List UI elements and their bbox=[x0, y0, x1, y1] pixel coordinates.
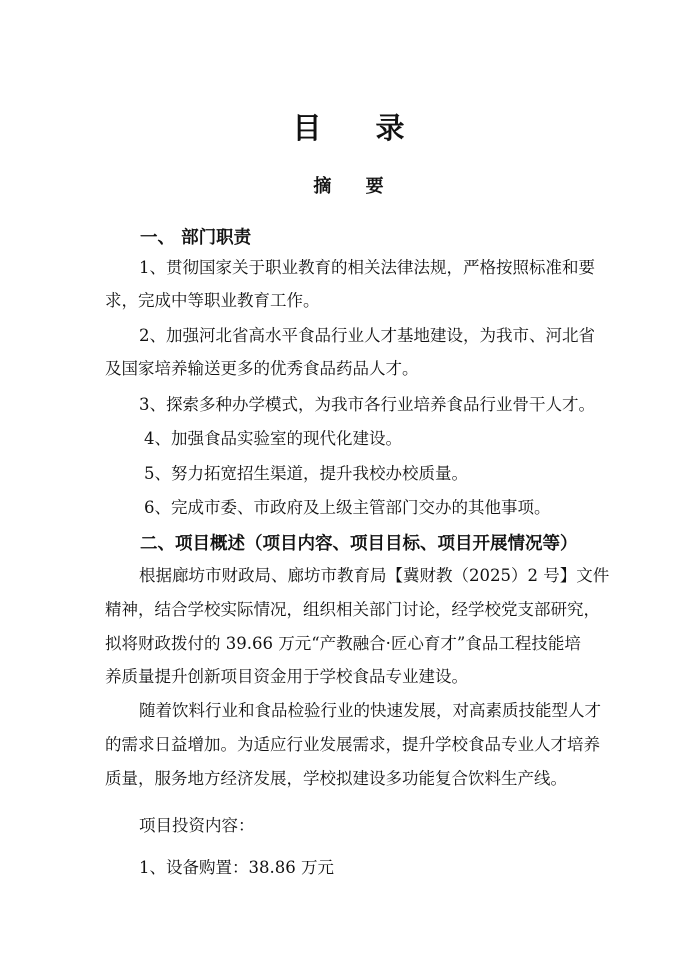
paragraph-line: 质量，服务地方经济发展，学校拟建设多功能复合饮料生产线。 bbox=[105, 769, 567, 788]
paragraph-line: 及国家培养输送更多的优秀食品药品人才。 bbox=[105, 359, 419, 378]
section-heading-duties: 一、 部门职责 bbox=[140, 228, 252, 248]
paragraph-line: 的需求日益增加。为适应行业发展需求，提升学校食品专业人才培养 bbox=[105, 735, 600, 754]
page-subtitle: 摘 要 bbox=[313, 176, 398, 197]
paragraph-line: 拟将财政拨付的 39.66 万元“产教融合·匠心育才”食品工程技能培 bbox=[105, 634, 581, 653]
paragraph-line: 1、贯彻国家关于职业教育的相关法律法规，严格按照标准和要 bbox=[139, 258, 595, 277]
page-title: 目 录 bbox=[292, 111, 427, 145]
paragraph-line: 3、探索多种办学模式，为我市各行业培养食品行业骨干人才。 bbox=[139, 395, 595, 414]
paragraph-line: 5、努力拓宽招生渠道，提升我校办校质量。 bbox=[144, 464, 468, 483]
paragraph-line: 精神，结合学校实际情况，组织相关部门讨论，经学校党支部研究， bbox=[105, 600, 600, 619]
paragraph-line: 1、设备购置：38.86 万元 bbox=[139, 858, 334, 877]
section-heading-overview: 二、项目概述（项目内容、项目目标、项目开展情况等） bbox=[140, 534, 578, 554]
paragraph-line: 2、加强河北省高水平食品行业人才基地建设，为我市、河北省 bbox=[139, 326, 595, 345]
paragraph-line: 6、完成市委、市政府及上级主管部门交办的其他事项。 bbox=[144, 498, 551, 517]
paragraph-line: 求，完成中等职业教育工作。 bbox=[105, 291, 320, 310]
paragraph-line: 项目投资内容： bbox=[139, 816, 255, 835]
paragraph-line: 根据廊坊市财政局、廊坊市教育局【冀财教（2025）2 号】文件 bbox=[139, 566, 610, 585]
paragraph-line: 随着饮料行业和食品检验行业的快速发展，对高素质技能型人才 bbox=[139, 701, 601, 720]
paragraph-line: 4、加强食品实验室的现代化建设。 bbox=[144, 429, 402, 448]
paragraph-line: 养质量提升创新项目资金用于学校食品专业建设。 bbox=[105, 667, 468, 686]
